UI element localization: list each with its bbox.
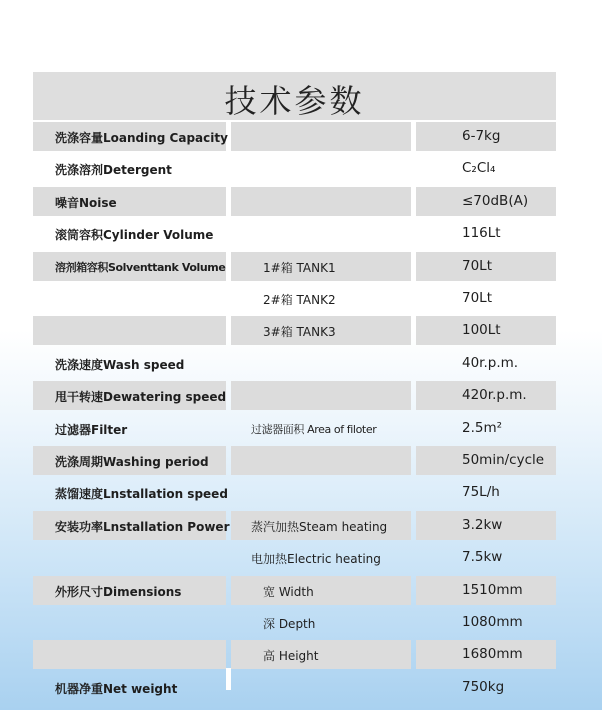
spec-sub-label: 过滤器面积 Area of filoter — [251, 422, 377, 436]
spec-label: 溶剂箱容积Solventtank Volume — [55, 260, 226, 274]
spec-value: 7.5kw — [462, 549, 503, 566]
spec-label-cell — [33, 122, 226, 151]
spec-sub-label-cell — [231, 608, 411, 637]
spec-sub-label: 高 Height — [263, 649, 319, 664]
spec-label: 安装功率Lnstallation Power — [55, 519, 230, 534]
spec-value-cell — [416, 284, 556, 313]
spec-value: 420r.p.m. — [462, 387, 527, 404]
spec-sub-label-cell — [231, 349, 411, 378]
spec-value-cell — [416, 219, 556, 248]
spec-value: 100Lt — [462, 322, 501, 339]
spec-value-cell — [416, 349, 556, 378]
table-row — [33, 219, 556, 248]
spec-value: 750kg — [462, 678, 505, 695]
spec-label-cell — [33, 349, 226, 378]
spec-label-cell — [33, 511, 230, 540]
table-row — [33, 640, 556, 669]
table-row — [33, 381, 556, 410]
spec-sub-label-cell — [231, 381, 411, 410]
spec-value: 70Lt — [462, 257, 492, 274]
spec-label: 外形尺寸Dimensions — [55, 584, 182, 599]
spec-label-cell — [33, 381, 226, 410]
table-row — [33, 478, 556, 507]
spec-value-cell — [416, 608, 556, 637]
table-row — [33, 284, 556, 313]
spec-value-cell — [416, 673, 556, 702]
spec-value-cell — [416, 187, 556, 216]
spec-sub-label: 宽 Width — [263, 584, 314, 599]
divider — [226, 668, 231, 690]
spec-value: 116Lt — [462, 225, 501, 242]
spec-label: 洗涤溶剂Detergent — [55, 163, 172, 178]
spec-sub-label-cell — [231, 576, 411, 605]
spec-label-cell — [33, 316, 226, 345]
spec-value: 50min/cycle — [462, 452, 545, 468]
spec-value-cell — [416, 414, 556, 443]
spec-label-cell — [33, 252, 226, 281]
spec-label: 洗涤周期Washing period — [55, 455, 209, 469]
table-row — [33, 446, 556, 475]
table-row — [33, 576, 556, 605]
spec-sub-label: 蒸汽加热Steam heating — [251, 519, 388, 534]
spec-label: 滚筒容积Cylinder Volume — [55, 228, 214, 243]
spec-value-cell — [416, 511, 556, 540]
spec-value-cell — [416, 154, 556, 183]
spec-value-cell — [416, 252, 556, 281]
spec-label-cell — [33, 154, 226, 183]
spec-value: 1080mm — [462, 614, 523, 630]
spec-value-cell — [416, 478, 556, 507]
spec-sub-label-cell — [231, 446, 411, 475]
spec-value-cell — [416, 446, 556, 475]
table-row — [33, 673, 556, 702]
spec-label: 机器净重Net weight — [55, 681, 178, 696]
spec-value: 1680mm — [462, 646, 523, 663]
spec-sub-label-cell — [231, 543, 411, 572]
spec-label: 蒸馏速度Lnstallation speed — [55, 487, 228, 502]
spec-sub-label: 深 Depth — [263, 617, 316, 631]
spec-value-cell — [416, 640, 556, 669]
spec-sub-label: 电加热Electric heating — [251, 552, 381, 567]
table-row — [33, 608, 556, 637]
spec-label-cell — [33, 187, 226, 216]
spec-sub-label-cell — [231, 673, 411, 702]
spec-label-cell — [33, 284, 226, 313]
table-row — [33, 252, 556, 281]
spec-sub-label-cell — [231, 316, 411, 345]
spec-sub-label-cell — [231, 640, 411, 669]
spec-value: 1510mm — [462, 581, 523, 598]
table-row — [33, 154, 556, 183]
spec-sub-label-cell — [231, 219, 411, 248]
spec-label: 噪音Noise — [55, 195, 117, 210]
spec-label-cell — [33, 478, 226, 507]
spec-sub-label-cell — [231, 284, 411, 313]
spec-sub-label-cell — [231, 122, 411, 151]
spec-value: 3.2kw — [462, 516, 503, 533]
table-row — [33, 543, 556, 572]
spec-label-cell — [33, 414, 226, 443]
spec-value: 70Lt — [462, 290, 492, 306]
spec-value: 6-7kg — [462, 128, 501, 144]
spec-value-cell — [416, 576, 556, 605]
table-row — [33, 122, 556, 151]
table-title-bar — [33, 72, 556, 120]
table-row — [33, 349, 556, 378]
spec-label: 过滤器Filter — [55, 422, 128, 437]
spec-sub-label: 2#箱 TANK2 — [263, 293, 336, 307]
spec-label: 洗涤速度Wash speed — [55, 357, 185, 372]
spec-label-cell — [33, 640, 226, 669]
table-row — [33, 414, 556, 443]
spec-sub-label-cell — [231, 478, 411, 507]
spec-value: ≤70dB(A) — [462, 192, 529, 209]
spec-sub-label-cell — [231, 414, 411, 443]
spec-value-cell — [416, 543, 556, 572]
spec-label-cell — [33, 446, 226, 475]
spec-value: 75L/h — [462, 484, 500, 501]
spec-value: C₂Cl₄ — [462, 160, 496, 177]
spec-label-cell — [33, 219, 226, 248]
table-title: 技术参数 — [224, 82, 365, 120]
table-row — [33, 316, 556, 345]
spec-label: 洗涤容量Loanding Capacity — [55, 131, 228, 145]
table-row — [33, 511, 556, 540]
spec-label-cell — [33, 673, 226, 702]
spec-sub-label-cell — [231, 252, 411, 281]
spec-value-cell — [416, 381, 556, 410]
spec-value: 2.5m² — [462, 419, 503, 436]
spec-sub-label-cell — [231, 187, 411, 216]
table-row — [33, 187, 556, 216]
spec-sub-label: 3#箱 TANK3 — [263, 325, 336, 340]
spec-label-cell — [33, 543, 226, 572]
spec-value-cell — [416, 316, 556, 345]
spec-value: 40r.p.m. — [462, 354, 519, 371]
spec-sub-label-cell — [231, 511, 411, 540]
spec-value-cell — [416, 122, 556, 151]
spec-label: 甩干转速Dewatering speed — [55, 390, 227, 405]
spec-label-cell — [33, 576, 226, 605]
spec-label-cell — [33, 608, 226, 637]
spec-sub-label: 1#箱 TANK1 — [263, 260, 336, 275]
spec-sub-label-cell — [231, 154, 411, 183]
